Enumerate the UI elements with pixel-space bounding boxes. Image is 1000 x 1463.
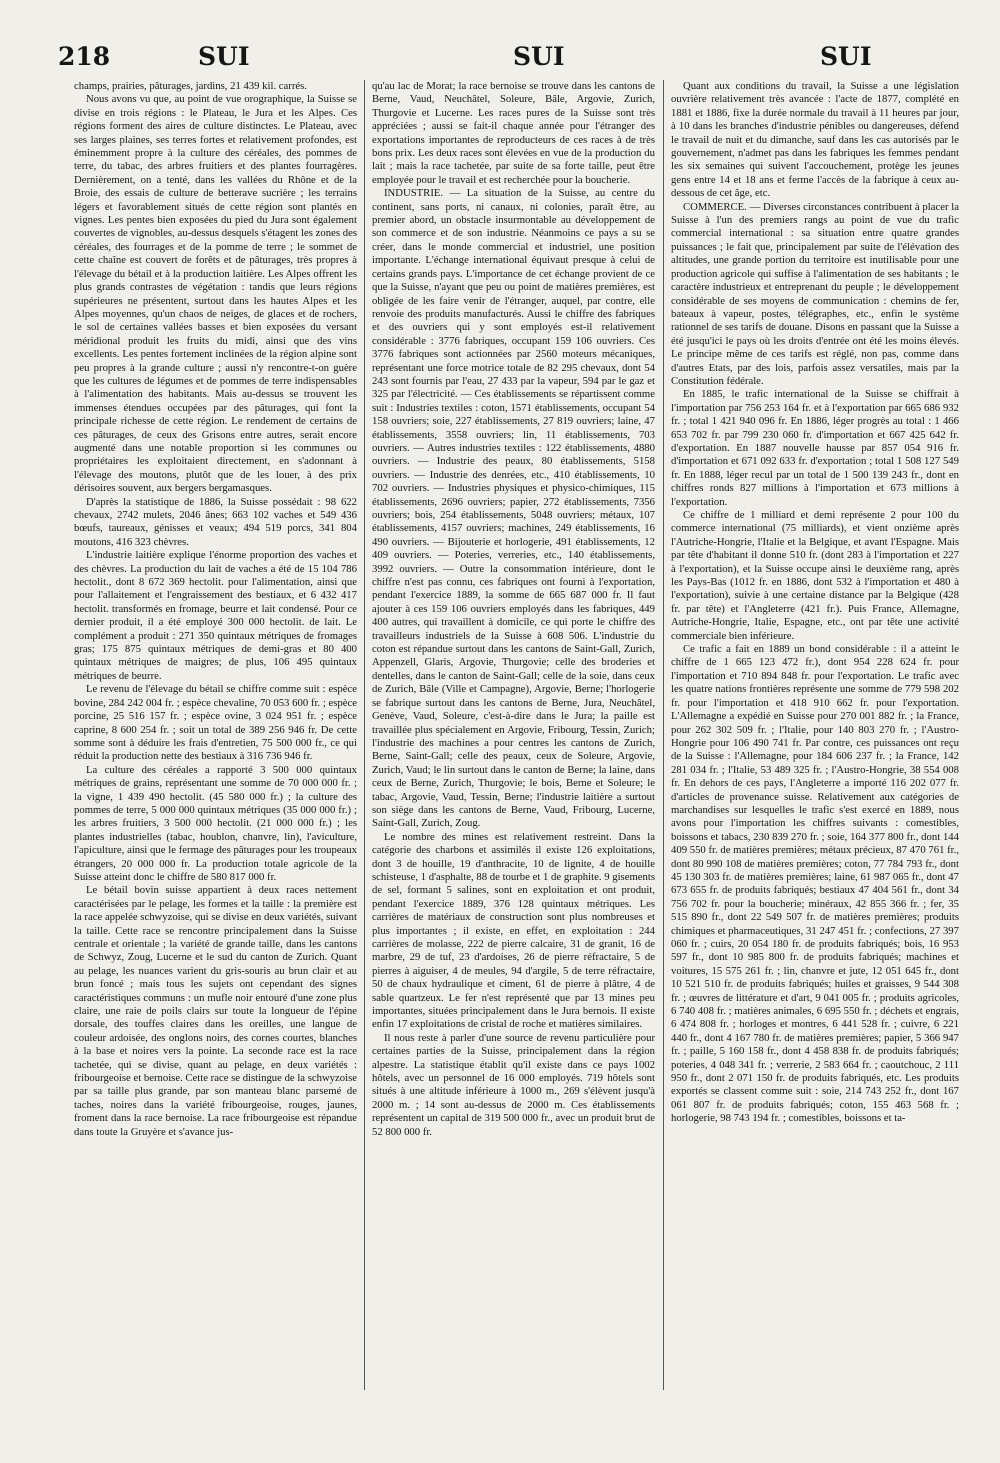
paragraph: Ce trafic a fait en 1889 un bond considérable : il a atteint le chiffre de 1 665 123 472 fr.), dont 954 228 624 fr. pour l'importation et 710 894 848 fr. pour l'exportation. Le trafic avec les quatre nations frontières représente une somme de 779 598 202 fr. pour l'importation et 418 910 662 fr. pour l'exportation. L'Allemagne a expédié en Suisse pour 270 001 882 fr. ; la France, pour 262 302 509 fr. ; l'Italie, pour 140 803 270 fr. ; l'Austro-Hongrie pour 106 490 741 fr. Par contre, ces puissances ont reçu de la Suisse : l'Allemagne, pour 184 606 237 fr. ; la France, 142 281 034 fr. ; l'Italie, 53 489 325 fr. ; l'Austro-Hongrie, 38 554 008 fr. En dehors de ces pays, l'Angleterre a importé 116 202 077 fr. d'articles de provenance suisse. Relativement aux catégories de marchandises sur lesquelles le trafic s'est exercé en 1889, nous avons pour l'importation les chiffres suivants : comestibles, boissons et tabacs, 230 839 270 fr. ; soie, 164 377 800 fr., dont 144 409 550 fr. de matières premières; métaux précieux, 87 470 761 fr., dont 80 990 108 de matières premières; coton, 77 784 793 fr., dont 45 130 303 fr. de matières premières; laine, 61 987 065 fr., dont 47 673 655 fr. de produits fabriqués; bestiaux 47 404 561 fr., dont 34 756 702 fr. pour la boucherie; minéraux, 42 855 366 fr. ; fer, 35 515 890 fr., dont 22 549 507 fr. de matières premières; produits chimiques et pharmaceutiques, 31 247 451 fr. ; confections, 27 397 060 fr. ; cuirs, 20 054 180 fr. de produits fabriqués; bois, 16 953 597 fr., dont 10 985 800 fr. de produits fabriqués; machines et voitures, 15 575 261 fr. ; lin, chanvre et jute, 12 051 645 fr., dont 10 521 510 fr. de produits fabriqués; huiles et graisses, 9 544 308 fr. ; œuvres de littérature et d'art, 9 041 005 fr. ; produits agricoles, 6 740 408 fr. ; matières animales, 6 695 550 fr. ; déchets et engrais, 6 474 808 fr. ; horloges et montres, 6 441 528 fr. ; cuivre, 6 221 440 fr., dont 4 167 780 fr. de matières premières; papier, 5 366 947 fr. ; paille, 5 160 158 fr., dont 4 458 838 fr. de produits fabriqués; poteries, 4 048 341 fr. ; verrerie, 2 583 664 fr. ; caoutchouc, 2 111 950 fr., dont 2 071 150 fr. de produits fabriqués, etc. Les produits exportés se classent comme suit : soie, 214 743 252 fr., dont 167 061 807 fr. de produits fabriqués; coton, 155 463 568 fr. ; horlogerie, 98 743 194 fr. ; comestibles, boissons et ta- (671, 643, 959, 1125)
paragraph: qu'au lac de Morat; la race bernoise se trouve dans les cantons de Berne, Vaud, Neuchâtel, Soleure, Bâle, Argovie, Zurich, Thurgovie et Lucerne. Les races pures de la Suisse sont très appréciées ; aussi se fait-il chaque année pour l'étranger des exportations importantes de reproducteurs de ces races à de très bons prix. Les deux races sont élevées en vue de la production du lait ; mais la race tachetée, par suite de sa forte taille, peut être employée pour le travail et est recherchée pour la boucherie. (372, 80, 655, 186)
paragraph-commerce: COMMERCE. — Diverses circonstances contribuent à placer la Suisse à l'un des premiers rangs au point de vue du trafic commercial international : sa situation entre quatre grandes puissances ; le fait que, principalement par suite de l'élévation des altitudes, une grande portion du territoire est inutilisable pour une production agricole qui suffise à l'alimentation de ses habitants ; le caractère industrieux et entreprenant du peuple ; le développement considérable de ses moyens de communication : chemins de fer, bateaux à vapeur, postes, télégraphes, etc., enfin le système rationnel de ses tarifs de douane. Disons en passant que la Suisse a été jusqu'ici le pays où les droits d'entrée ont été les moins élevés. Le principe même de ces tarifs est réglé, non pas, comme dans d'autres Etats, par des lois, parfois assez versatiles, mais par la Constitution fédérale. (671, 200, 959, 387)
paragraph: Nous avons vu que, au point de vue orographique, la Suisse se divise en trois régions : le Plateau, le Jura et les Alpes. Ces régions forment des aires de culture distinctes. Le Plateau, avec ses larges plaines, ses terres fortes et relativement profondes, est éminemment propre à la culture des céréales, des pommes de terre, du tabac, des arbres fruitiers et des plantes fourragères. Dernièrement, on a tenté, dans les vallées du Rhône et de la Broie, des essais de culture de betterave sucrière ; les terrains légers et favorablement situés de cette région sont plantés en vignes. Les pentes bien exposées du pied du Jura sont également couvertes de vignobles, au-dessus desquels s'étagent les zones des céréales, des fourrages et de la pomme de terre ; le sommet de cette chaîne est couvert de forêts et de pâturages, très propres à l'élevage du bétail et à la production laitière. Les Alpes offrent les plus grands contrastes de végétation : tandis que leurs régions supérieures ne présentent, surtout dans les hautes Alpes et les Alpes moyennes, qu'un chaos de neiges, de glaces et de rochers, le sol de certaines vallées basses et bien exposées du versant méridional produit les fruits du midi, ainsi que des vins excellents. Les pentes fortement inclinées de la région alpine sont peu propres à la grande culture ; aussi n'y rencontre-t-on guère que les cultures de légumes et de pommes de terre indispensables à l'alimentation des habitants. Mais au-dessus se trouvent les immenses étendues occupées par des pâturages, qui font la principale richesse de cette région. Le rendement de certains de ces pâturages, de ceux des Grisons entre autres, serait encore augmenté dans une notable proportion si les communes ou propriétaires les exploitaient directement, en s'adonnant à l'élevage des moutons, plutôt que de les louer, à des prix dérisoires souvent, aux bergers bergamasques. (74, 93, 357, 495)
paragraph: Le bétail bovin suisse appartient à deux races nettement caractérisées par le pelage, les formes et la taille : la première est la race appelée schwyzoise, qui se divise en deux variétés, suivant la taille. Cette race se rencontre principalement dans la Suisse centrale et orientale ; la variété de grande taille, dans les cantons de Schwyz, Zoug, Lucerne et le sud du canton de Zurich. Quant au pelage, les nuances varient du gris-souris au brun clair et au brun foncé ; mais tous les sujets ont cependant des signes caractéristiques communs : un mufle noir entouré d'une zone plus claire, une raie de poils clairs sur toute la longueur de l'épine dorsale, des touffes claires dans les oreilles, une langue de couleur ardoisée, des onglons noirs, des cornes courtes, blanches à la base et noires vers la pointe. La seconde race est la race tachetée, qui se divise, quant au pelage, en deux variétés : fribourgeoise et bernoise. Cette race se distingue de la schwyzoise par sa taille plus grande, par son manteau blanc parsemé de taches, noires dans la variété fribourgeoise, rouges, jaunes, froment dans la race bernoise. La race fribourgeoise est répandue dans toute la Gruyère et s'avance jus- (74, 884, 357, 1138)
paragraph: Le nombre des mines est relativement restreint. Dans la catégorie des charbons et assimilés il existe 126 exploitations, dont 3 de houille, 19 d'anthracite, 10 de lignite, 4 de houille schisteuse, 1 d'asphalte, 88 de tourbe et 1 de graphite. 9 gisements de sel, formant 5 salines, sont en exploitation et ont produit, pendant l'exercice 1889, 376 128 quintaux métriques. Les carrières de matériaux de construction sont plus nombreuses et plus importantes ; il existe, en effet, en exploitation : 244 carrières de molasse, 222 de pierre calcaire, 31 de granit, 16 de marbre, 29 de tuf, 23 d'ardoises, 26 de pierre réfractaire, 5 de pierres à aiguiser, 4 de meules, 94 d'argile, 5 de terre réfractaire, 50 de chaux hydraulique et ciment, 61 de pierre à plâtre, 4 de sable quartzeux. Le fer n'est représenté que par 13 mines peu importantes, situées principalement dans le Jura bernois. Il existe enfin 17 exploitations de cristal de roche et matières similaires. (372, 830, 655, 1031)
paragraph-industrie: INDUSTRIE. — La situation de la Suisse, au centre du continent, sans ports, ni canaux, ni colonies, paraît être, au premier abord, un obstacle insurmontable au développement de son commerce et de son industrie. Néanmoins ce pays a su se créer, dans le monde commercial et industriel, une position importante. L'échange international équivaut presque à celui de certains grands pays. L'importance de cet échange provient de ce que la Suisse, n'ayant que peu ou point de matières premières, est obligée de les faire venir de l'étranger, auquel, par contre, elle renvoie des produits manufacturés. Aussi le chiffre des fabriques et des ouvriers qui y sont employés est-il relativement considérable : 3776 fabriques, occupant 159 106 ouvriers. Ces 3776 fabriques sont actionnées par 2560 moteurs mécaniques, représentant une force motrice totale de 82 295 chevaux, dont 54 243 sont fournis par l'eau, 27 433 par la vapeur, 594 par le gaz et 325 par l'électricité. — Ces établissements se répartissent comme suit : Industries textiles : coton, 1571 établissements, occupant 54 158 ouvriers; soie, 227 établissements, 27 819 ouvriers; laine, 47 établissements, 3558 ouvriers; lin, 11 établissements, 703 ouvriers. — Autres industries textiles : 122 établissements, 4880 ouvriers. — Industrie des peaux, 80 établissements, 5158 ouvriers. — Industrie des denrées, etc., 410 établissements, 10 702 ouvriers. — Industries physiques et physico-chimiques, 115 établissements, 2696 ouvriers; papier, 272 établissements, 7356 ouvriers; bois, 254 établissements, 5048 ouvriers; métaux, 107 établissements, 4157 ouvriers; machines, 249 établissements, 16 490 ouvriers. — Bijouterie et horlogerie, 491 établissements, 12 409 ouvriers. — Poteries, verreries, etc., 140 établissements, 3992 ouvriers. — Outre la consommation intérieure, dont le chiffre n'est pas connu, ces fabriques ont fourni à l'exportation, pendant l'exercice 1889, la somme de 665 687 000 fr. Il faut ajouter à ces 159 106 ouvriers employés dans les fabriques, 449 400 autres, qui travaillent à domicile, ce qui porte le chiffre des travailleurs industriels de la Suisse à 608 506. L'industrie du coton est répandue surtout dans les cantons de Saint-Gall, Zurich, Appenzell, Glaris, Argovie, Thurgovie; celle des broderies et dentelles, dans le canton de Saint-Gall; celle de la soie, dans ceux de Zurich, Bâle (Ville et Campagne), Argovie, Berne; l'horlogerie se fabrique surtout dans les cantons de Berne, Jura, Neuchâtel, Genève, Vaud, Soleure, c'est-à-dire dans le Jura; la paille est travaillée plus spécialement en Argovie, Fribourg, Tessin, Zurich; l'industrie des machines a pour centres les cantons de Zurich, Berne, Saint-Gall; celle des peaux, ceux de Soleure, Argovie, Zurich, Vaud; le lin surtout dans le canton de Berne; la laine, dans ceux de Berne, Zurich, Thurgovie; le bois, Berne et Soleure; le tabac, Argovie, Vaud, Tessin, Berne; l'industrie laitière a surtout son siège dans les cantons de Berne, Vaud, Fribourg, Lucerne, Saint-Gall, Zurich, Zoug. (372, 187, 655, 830)
column-2 (372, 80, 655, 1390)
column-divider (364, 80, 365, 1390)
column-1 (74, 80, 357, 1390)
column-divider (663, 80, 664, 1390)
paragraph: Le revenu de l'élevage du bétail se chiffre comme suit : espèce bovine, 284 242 004 fr. ; espèce chevaline, 70 053 600 fr. ; espèce porcine, 25 516 157 fr. ; espèce ovine, 3 024 951 fr. ; espèce caprine, 8 600 254 fr. ; soit un total de 389 256 946 fr. De cette somme sont à déduire les frais d'entretien, 75 500 000 fr., ce qui réduit la production nette des bestiaux à 316 736 946 fr. (74, 683, 357, 763)
paragraph: champs, prairies, pâturages, jardins, 21 439 kil. carrés. (74, 80, 307, 92)
paragraph: Quant aux conditions du travail, la Suisse a une législation ouvrière relativement très avancée : l'acte de 1877, complété en 1881 et 1886, fixe la durée normale du travail à 11 heures par jour, à 10 dans les branches d'industrie pénibles ou dangereuses, défend le travail de nuit et du dimanche, sauf dans les cas autorisés par le gouvernement, n'admet pas dans les fabriques les femmes pendant les six semaines qui suivent l'accouchement, protège les jeunes gens entre 14 et 18 ans et ferme l'accès de la fabrique à ceux au-dessous de cet âge, etc. (671, 80, 959, 200)
header-center: SUI (513, 42, 565, 71)
header-right: SUI (820, 42, 872, 71)
paragraph: Il nous reste à parler d'une source de revenu particulière pour certaines parties de la Suisse, principalement dans la région alpestre. La statistique établit qu'il existe dans ce pays 1002 hôtels, avec un personnel de 16 000 employés. 719 hôtels sont situés à une altitude inférieure à 1000 m., 269 s'élèvent jusqu'à 2000 m. ; 14 sont au-dessus de 2000 m. Ces établissements représentent un capital de 319 500 000 fr., avec un produit brut de 52 800 000 fr. (372, 1031, 655, 1138)
paragraph: L'industrie laitière explique l'énorme proportion des vaches et des chèvres. La production du lait de vaches a été de 15 104 786 hectolit., dont 8 672 369 hectolit. pour l'alimentation, ainsi que pour l'allaitement et l'engraissement des bestiaux, et 6 432 417 hectolit. transformés en fromage, beurre et lait condensé. Pour ce dernier produit, il a été employé 300 000 hectolit. de lait. Le complément a produit : 271 350 quintaux métriques de fromages gras; 175 875 quintaux métriques de demi-gras et 80 400 quintaux métriques de maigres; de plus, 106 495 quintaux métriques de beurre. (74, 549, 357, 682)
paragraph: D'après la statistique de 1886, la Suisse possédait : 98 622 chevaux, 2742 mulets, 2046 ânes; 663 102 vaches et 549 436 bœufs, taureaux, génisses et veaux; 494 519 porcs, 341 804 moutons, 416 323 chèvres. (74, 495, 357, 548)
running-header (58, 42, 962, 78)
header-left: SUI (198, 42, 250, 71)
paragraph: La culture des céréales a rapporté 3 500 000 quintaux métriques de grains, représentant une somme de 70 000 000 fr. ; la vigne, 1 439 490 hectolit. (45 580 000 fr.) ; la culture des pommes de terre, 5 000 000 quintaux métriques (35 000 000 fr.) ; les arbres fruitiers, 3 500 000 hectolit. (21 000 000 fr.) ; les plantes industrielles (tabac, houblon, chanvre, lin), l'aviculture, l'apiculture, ainsi que le fermage des pâturages pour les troupeaux étrangers, 20 000 000 fr. La production totale agricole de la Suisse atteint donc le chiffre de 580 817 000 fr. (74, 763, 357, 883)
column-3 (671, 80, 959, 1390)
page-number: 218 (58, 42, 111, 71)
paragraph: Ce chiffre de 1 milliard et demi représente 2 pour 100 du commerce international (75 milliards), et vient onzième après l'Autriche-Hongrie, l'Italie et la Belgique, et avant l'Espagne. Mais par tête d'habitant il donne 510 fr. (dont 283 à l'importation et 227 à l'exportation), et la Suisse occupe ainsi le deuxième rang, après les Pays-Bas (1012 fr. en 1886, dont 532 à l'importation et 480 à l'exportation), suivie à une certaine distance par la Belgique (428 fr. par tête) et l'Angleterre (421 fr.). Puis France, Allemagne, Autriche-Hongrie, Italie, Espagne, etc., ont par tête une activité commerciale bien inférieure. (671, 509, 959, 642)
paragraph: En 1885, le trafic international de la Suisse se chiffrait à l'importation par 756 253 164 fr. et à l'exportation par 665 686 932 fr. ; total 1 421 940 096 fr. En 1886, léger progrès au total : 1 466 653 702 fr. par 799 230 060 fr. d'importation et 667 425 642 fr. d'exportation. En 1887 nouvelle hausse par 857 054 916 fr. d'importation et 671 092 633 fr. d'exportation ; total 1 508 127 549 fr. En 1888, léger recul par un total de 1 500 139 243 fr., dont en chiffres ronds 827 millions à l'importation et 673 millions à l'exportation. (671, 388, 959, 508)
